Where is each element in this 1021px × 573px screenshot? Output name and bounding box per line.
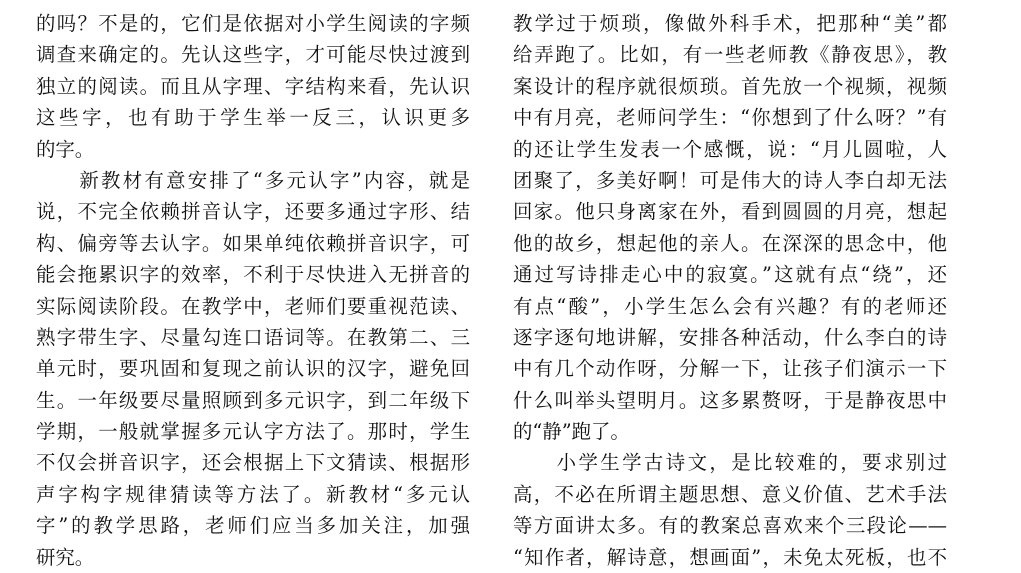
text-line: 中有几个动作呀，分解一下，让孩子们演示一下 [513, 357, 947, 381]
text-line: 学期，一般就掌握多元认字方法了。那时，学生 [36, 420, 470, 444]
text-line: 什么叫举头望明月。这多累赘呀，于是静夜思中 [513, 388, 947, 412]
text-line: 小学生学古诗文，是比较难的，要求别过 [513, 451, 947, 475]
text-line: 声字构字规律猜读等方法了。新教材“多元认 [36, 482, 470, 506]
text-line: 能会拖累识字的效率，不利于尽快进入无拼音的 [36, 263, 470, 287]
text-line: 的“静”跑了。 [513, 420, 630, 444]
text-line: 生。一年级要尽量照顾到多元识字，到二年级下 [36, 388, 470, 412]
text-line: 等方面讲太多。有的教案总喜欢来个三段论—— [513, 514, 947, 538]
text-line: 中有月亮，老师问学生：“你想到了什么呀？”有 [513, 106, 947, 130]
text-line: 高，不必在所谓主题思想、意义价值、艺术手法 [513, 482, 947, 506]
text-line: 的字。 [36, 137, 95, 161]
text-line: 研究。 [36, 545, 95, 569]
text-line: 案设计的程序就很烦琐。首先放一个视频，视频 [513, 74, 947, 98]
text-line: 实际阅读阶段。在教学中，老师们要重视范读、 [36, 294, 470, 318]
text-line: 给弄跑了。比如，有一些老师教《静夜思》，教 [513, 43, 947, 67]
right-text-column [513, 0, 947, 573]
text-line: 熟字带生字、尽量勾连口语词等。在教第二、三 [36, 325, 470, 349]
text-line: 说，不完全依赖拼音认字，还要多通过字形、结 [36, 200, 470, 224]
text-line: “知作者，解诗意，想画面”，未免太死板，也不 [513, 545, 947, 569]
text-line: 字”的教学思路，老师们应当多加关注，加强 [36, 514, 470, 538]
text-line: 这些字，也有助于学生举一反三，认识更多 [36, 106, 470, 130]
text-line: 团聚了，多美好啊！可是伟大的诗人李白却无法 [513, 168, 947, 192]
text-line: 不仅会拼音识字，还会根据上下文猜读、根据形 [36, 451, 470, 475]
text-line: 回家。他只身离家在外，看到圆圆的月亮，想起 [513, 200, 947, 224]
text-line: 构、偏旁等去认字。如果单纯依赖拼音识字，可 [36, 231, 470, 255]
text-line: 他的故乡，想起他的亲人。在深深的思念中，他 [513, 231, 947, 255]
text-line: 通过写诗排走心中的寂寞。”这就有点“绕”，还 [513, 263, 947, 287]
text-line: 逐字逐句地讲解，安排各种活动，什么李白的诗 [513, 325, 947, 349]
text-line: 调查来确定的。先认这些字，才可能尽快过渡到 [36, 43, 470, 67]
text-line: 有点“酸”，小学生怎么会有兴趣？有的老师还 [513, 294, 947, 318]
left-text-column [36, 0, 470, 573]
text-line: 独立的阅读。而且从字理、字结构来看，先认识 [36, 74, 470, 98]
text-line: 单元时，要巩固和复现之前认识的汉字，避免回 [36, 357, 470, 381]
text-line: 新教材有意安排了“多元认字”内容，就是 [36, 168, 470, 192]
text-line: 的吗？不是的，它们是依据对小学生阅读的字频 [36, 12, 470, 35]
text-line: 的还让学生发表一个感慨，说：“月儿圆啦，人 [513, 137, 947, 161]
text-line: 教学过于烦琐，像做外科手术，把那种“美”都 [513, 12, 947, 35]
